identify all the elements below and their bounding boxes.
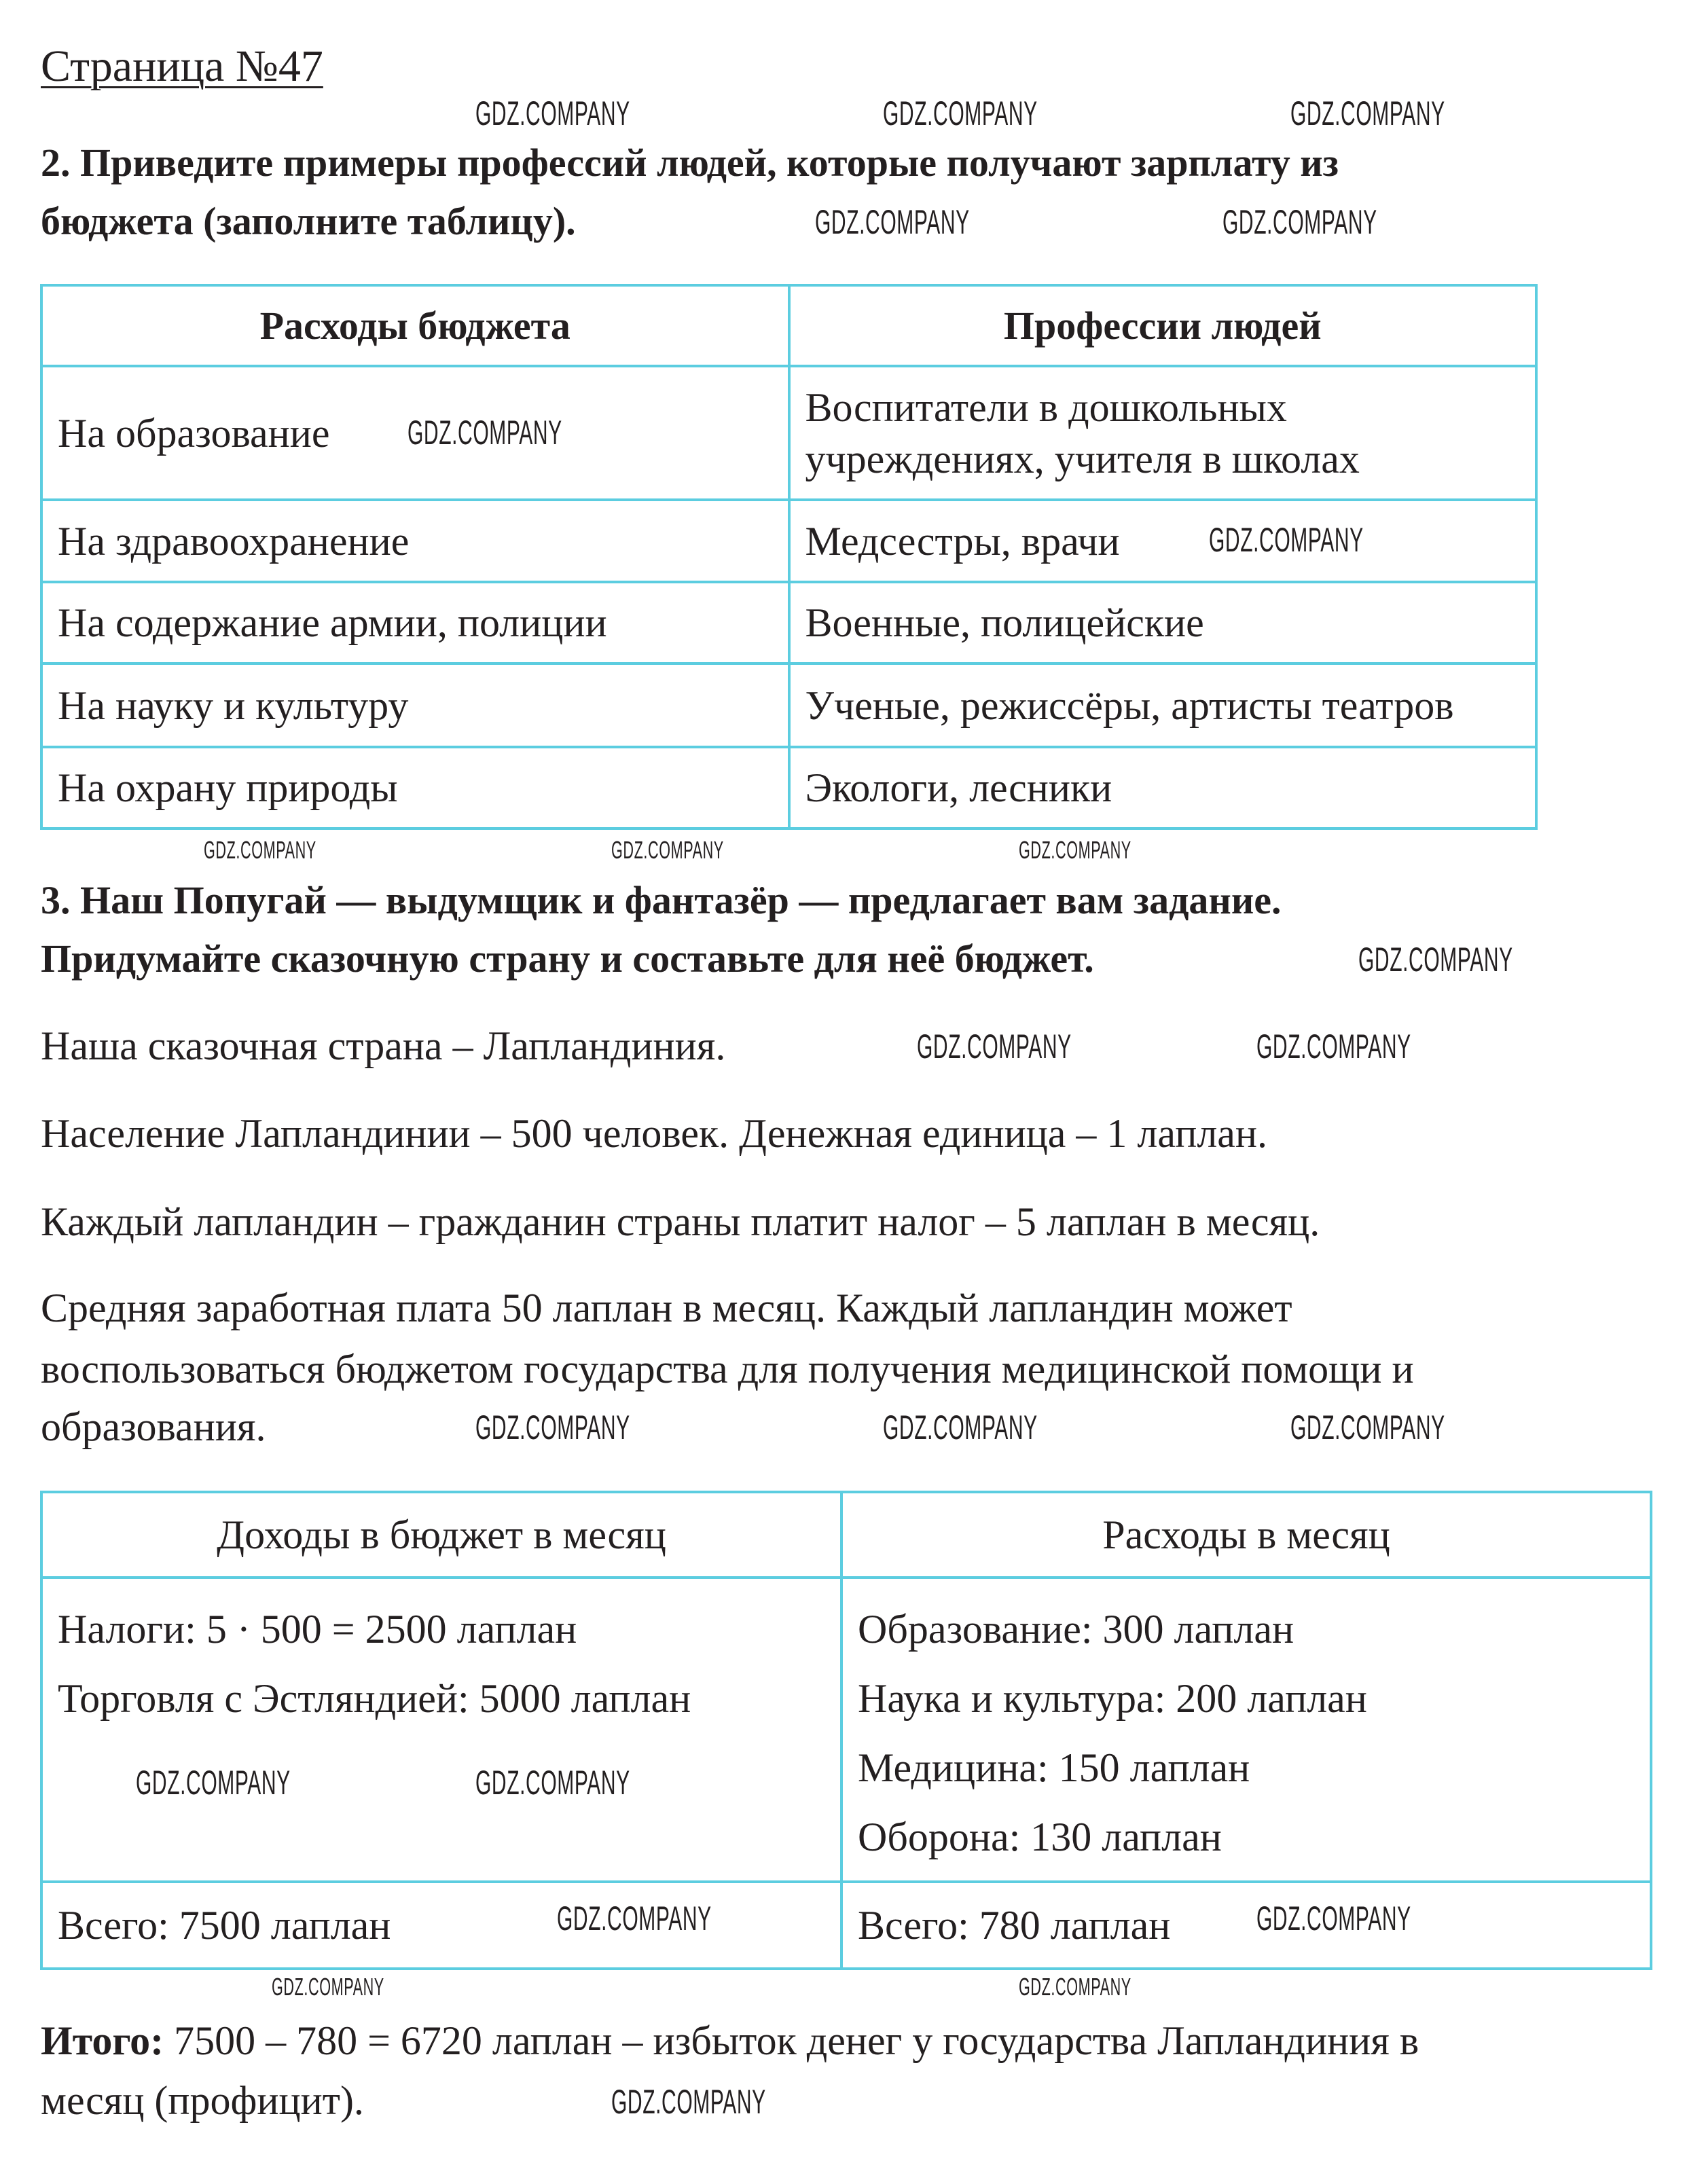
- paragraph: Население Лапландинии – 500 человек. Денежная единица – 1 лаплан.: [41, 1111, 1268, 1156]
- table-row: [41, 582, 1536, 663]
- watermark: GDZ.COMPANY: [475, 1408, 630, 1446]
- income-total: Всего: 7500 лаплан: [41, 1882, 841, 1969]
- page-title: Страница №47: [41, 41, 323, 91]
- task3-heading-line2: Придумайте сказочную страну и составьте для неё бюджет.: [41, 936, 1094, 981]
- watermark: GDZ.COMPANY: [1209, 521, 1364, 559]
- watermark: GDZ.COMPANY: [557, 1899, 712, 1937]
- watermark: GDZ.COMPANY: [407, 414, 562, 452]
- header-professions: Профессии людей: [789, 285, 1537, 366]
- expense-item: Оборона: 130 лаплан: [858, 1815, 1222, 1859]
- watermark: GDZ.COMPANY: [1358, 941, 1513, 979]
- paragraph-line: образования.: [41, 1404, 266, 1449]
- expense-cell: На охрану природы: [41, 747, 789, 829]
- result-line2: месяц (профицит).: [41, 2078, 364, 2123]
- expenses-total: Всего: 780 лаплан: [841, 1882, 1651, 1969]
- task2-heading-line2: бюджета (заполните таблицу).: [41, 199, 576, 243]
- watermark: GDZ.COMPANY: [883, 94, 1038, 132]
- expense-item: Наука и культура: 200 лаплан: [858, 1676, 1367, 1721]
- watermark: GDZ.COMPANY: [611, 2083, 766, 2121]
- watermark: GDZ.COMPANY: [883, 1408, 1038, 1446]
- expense-cell: На здравоохранение: [41, 500, 789, 582]
- watermark: GDZ.COMPANY: [1256, 1027, 1411, 1066]
- watermark: GDZ.COMPANY: [611, 836, 724, 864]
- expenses-cell: [841, 1578, 1651, 1882]
- income-item: Налоги: 5 · 500 = 2500 лаплан: [58, 1607, 577, 1652]
- paragraph-line: воспользоваться бюджетом государства для получения медицинской помощи и: [41, 1347, 1414, 1391]
- watermark: GDZ.COMPANY: [204, 836, 316, 864]
- expense-cell: На науку и культуру: [41, 663, 789, 747]
- table-row: [41, 747, 1536, 829]
- professions-cell: Ученые, режиссёры, артисты театров: [789, 663, 1537, 747]
- budget-table: [40, 1491, 1652, 1970]
- watermark: GDZ.COMPANY: [136, 1764, 291, 1802]
- professions-cell: Экологи, лесники: [789, 747, 1537, 829]
- header-income: Доходы в бюджет в месяц: [41, 1492, 841, 1578]
- task2-heading-line1: 2. Приведите примеры профессий людей, которые получают зарплату из: [41, 141, 1339, 185]
- result-label: Итого:: [41, 2018, 164, 2063]
- professions-cell: [789, 366, 1537, 500]
- watermark: GDZ.COMPANY: [1256, 1899, 1411, 1937]
- expense-item: Образование: 300 лаплан: [858, 1607, 1294, 1652]
- table-row: [41, 500, 1536, 582]
- paragraph: Каждый лапландин – гражданин страны платит налог – 5 лаплан в месяц.: [41, 1199, 1320, 1244]
- paragraph: Наша сказочная страна – Лапландиния.: [41, 1023, 726, 1068]
- professions-table: [40, 284, 1538, 830]
- watermark: GDZ.COMPANY: [1290, 1408, 1445, 1446]
- professions-cell: Военные, полицейские: [789, 582, 1537, 663]
- watermark: GDZ.COMPANY: [815, 203, 970, 241]
- task3-heading-line1: 3. Наш Попугай — выдумщик и фантазёр — предлагает вам задание.: [41, 878, 1282, 922]
- professions-cell: Медсестры, врачи: [789, 500, 1537, 582]
- expense-cell: На содержание армии, полиции: [41, 582, 789, 663]
- result-line1: [41, 2017, 1419, 2064]
- result-text: 7500 – 780 = 6720 лаплан – избыток денег у государства Лапландиния в: [164, 2018, 1419, 2063]
- income-cell: [41, 1578, 841, 1882]
- expense-cell: На образование: [41, 366, 789, 500]
- watermark: GDZ.COMPANY: [475, 1764, 630, 1802]
- watermark: GDZ.COMPANY: [1019, 836, 1131, 864]
- watermark: GDZ.COMPANY: [1222, 203, 1377, 241]
- watermark: GDZ.COMPANY: [917, 1027, 1072, 1066]
- header-expenses: Расходы бюджета: [41, 285, 789, 366]
- table-row: [41, 366, 1536, 500]
- table-row: [41, 663, 1536, 747]
- professions-line: учреждениях, учителя в школах: [805, 436, 1360, 481]
- paragraph-line: Средняя заработная плата 50 лаплан в месяц. Каждый лапландин может: [41, 1286, 1292, 1330]
- income-item: Торговля с Эстляндией: 5000 лаплан: [58, 1676, 691, 1721]
- watermark: GDZ.COMPANY: [475, 94, 630, 132]
- professions-line: Воспитатели в дошкольных: [805, 384, 1287, 430]
- header-expenses: Расходы в месяц: [841, 1492, 1651, 1578]
- expense-item: Медицина: 150 лаплан: [858, 1745, 1250, 1790]
- watermark: GDZ.COMPANY: [1290, 94, 1445, 132]
- watermark: GDZ.COMPANY: [272, 1973, 384, 2001]
- watermark: GDZ.COMPANY: [1019, 1973, 1131, 2001]
